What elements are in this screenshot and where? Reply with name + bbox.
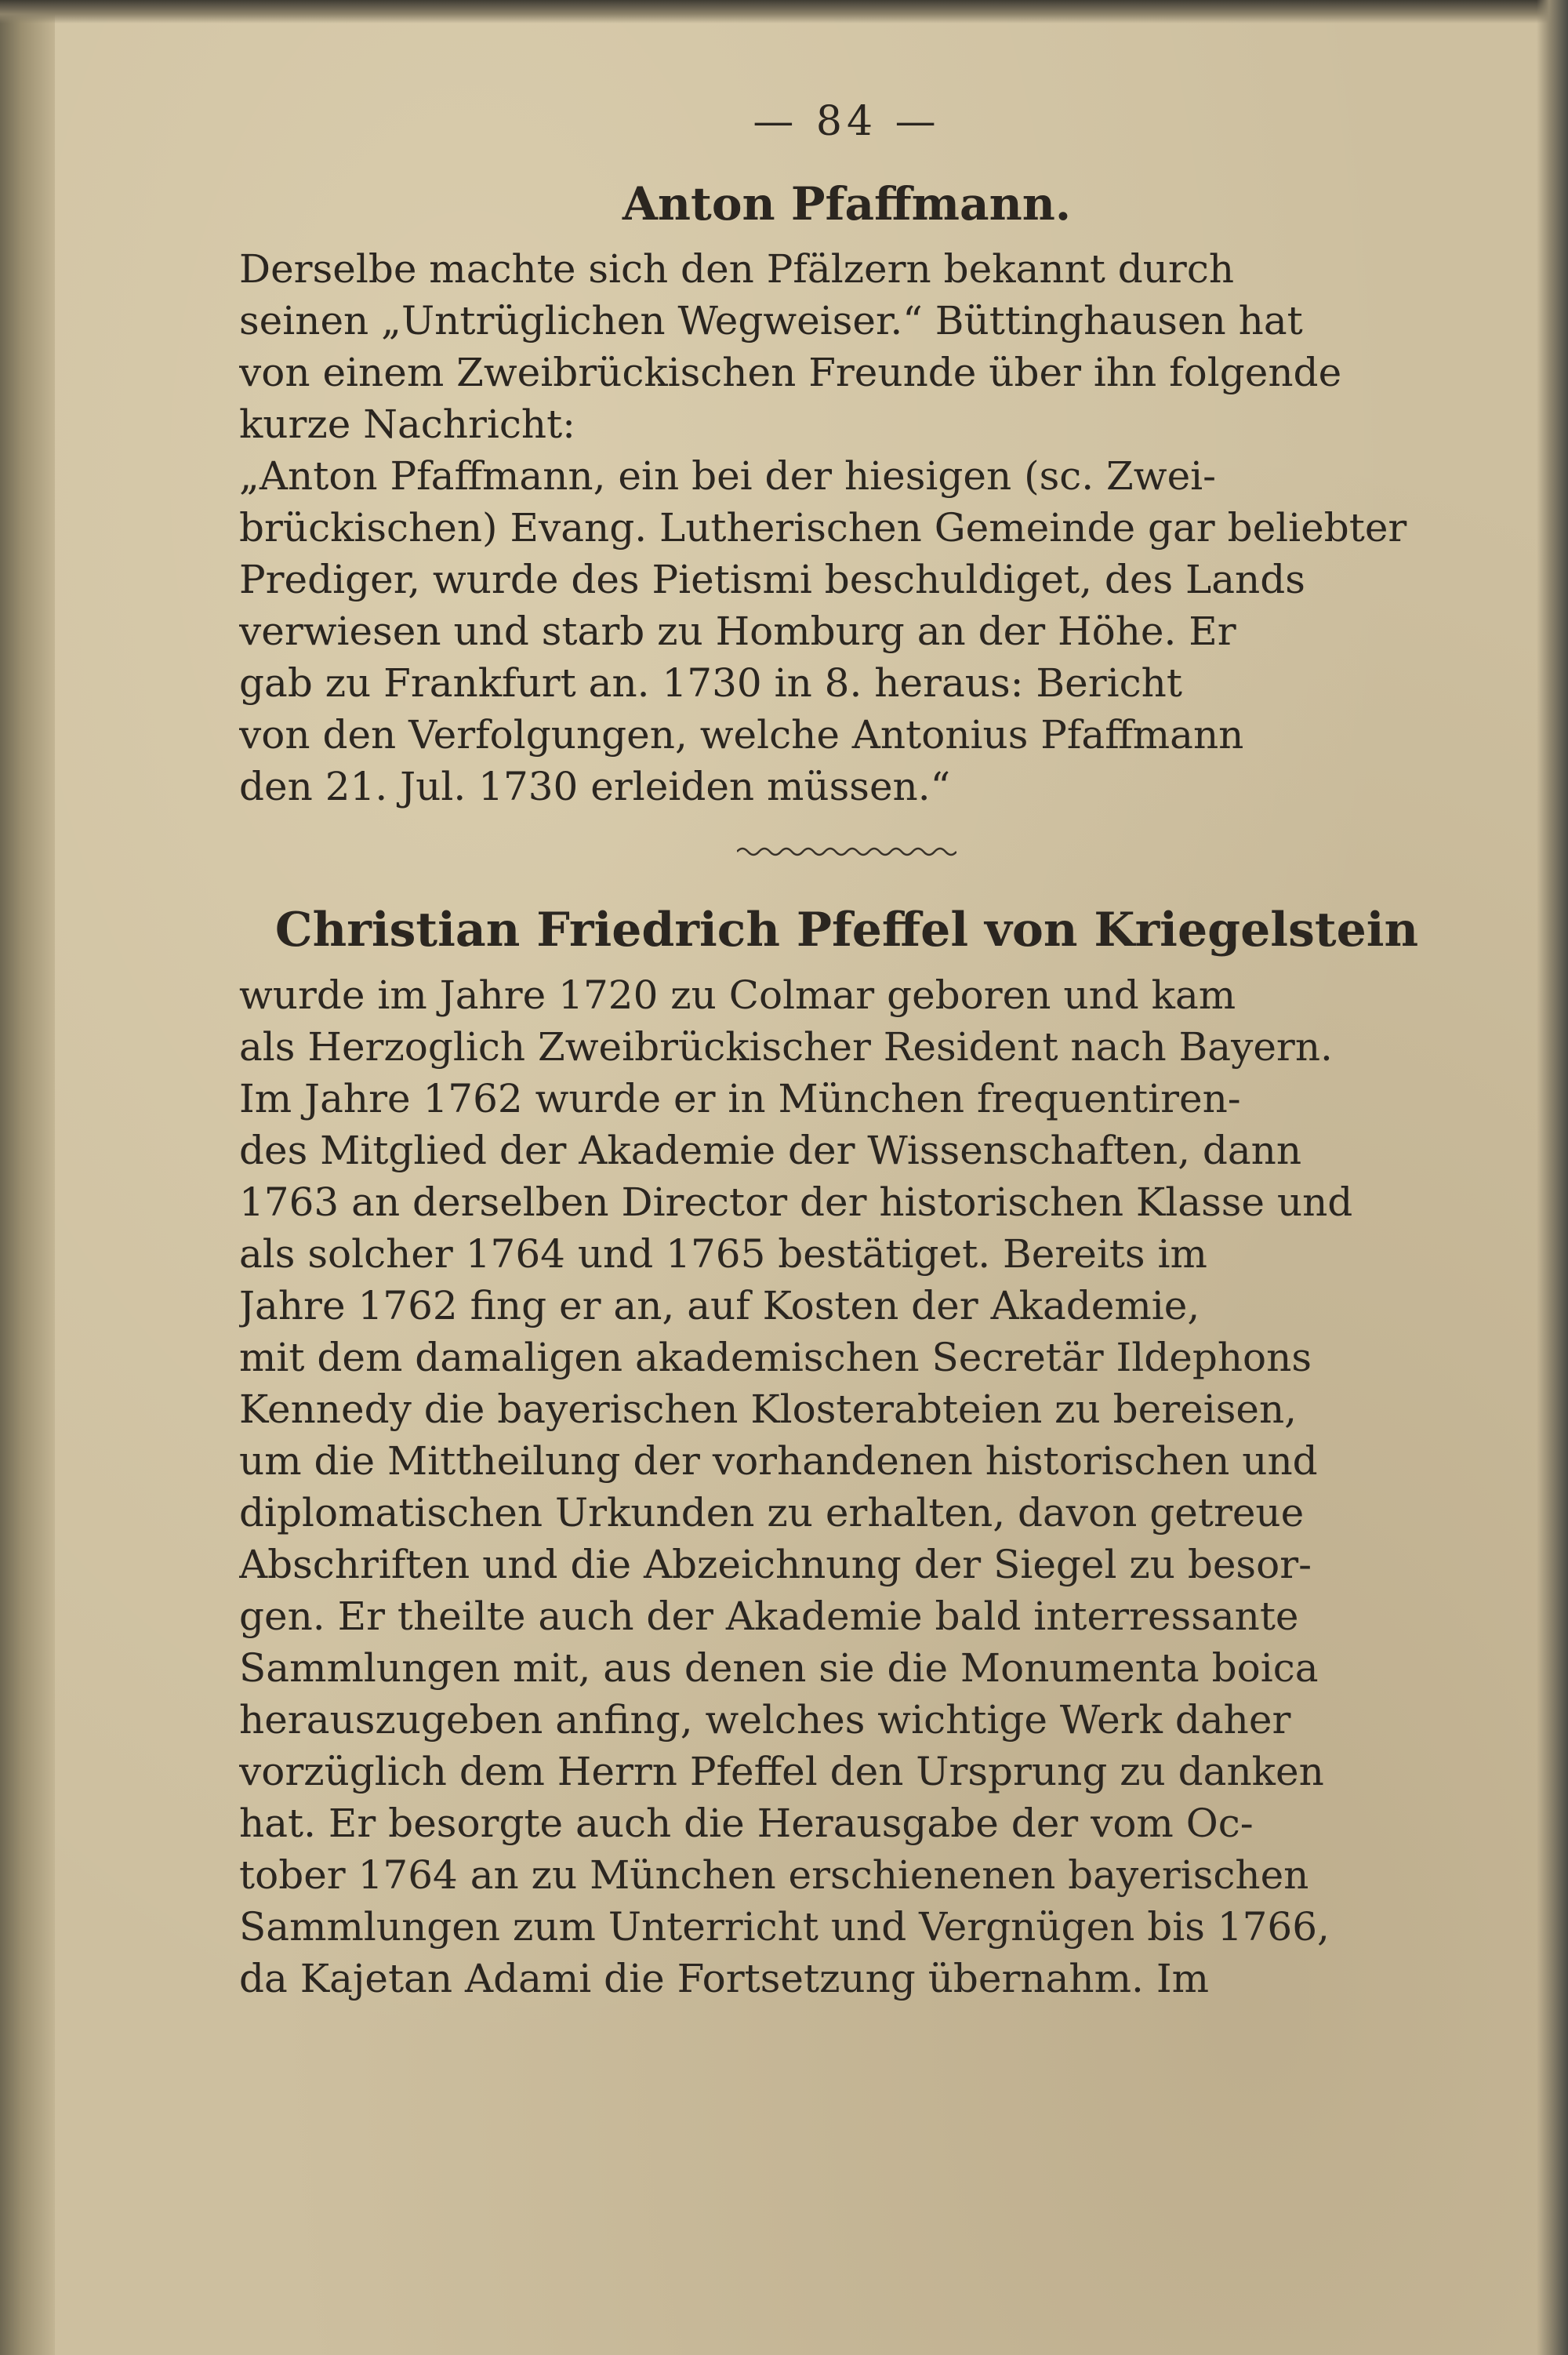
text-line: als solcher 1764 und 1765 bestätiget. Bereits im [239,1231,1207,1277]
text-line: diplomatischen Urkunden zu erhalten, davon getreue [239,1490,1305,1535]
text-line: des Mitglied der Akademie der Wissenschaften, dann [239,1128,1302,1173]
paragraph-pfaffmann [239,243,1454,812]
text-line: von den Verfolgungen, welche Antonius Pfaffmann [239,712,1244,758]
text-line: verwiesen und starb zu Homburg an der Höhe. Er [239,609,1236,654]
text-line: von einem Zweibrückischen Freunde über ihn folgende [239,350,1342,395]
text-line: Prediger, wurde des Pietismi beschuldiget, des Lands [239,557,1305,602]
text-line: wurde im Jahre 1720 zu Colmar geboren und kam [239,972,1236,1018]
page-right-edge [1537,0,1568,2355]
page-top-edge [0,0,1568,24]
text-line: den 21. Jul. 1730 erleiden müssen.“ [239,764,951,809]
section-heading-pfaffmann: Anton Pfaffmann. [622,177,1072,231]
text-line: Sammlungen mit, aus denen sie die Monumenta boica [239,1645,1319,1691]
wavy-divider-icon [737,844,956,860]
text-line: gen. Er theilte auch der Akademie bald interressante [239,1594,1299,1639]
page-number: — 84 — [753,98,941,145]
text-line: Im Jahre 1762 wurde er in München frequentiren- [239,1076,1241,1121]
text-line: hat. Er besorgte auch die Herausgabe der vom Oc- [239,1801,1254,1846]
text-line: „Anton Pfaffmann, ein bei der hiesigen (sc. Zwei- [239,453,1217,499]
text-line: Abschriften und die Abzeichnung der Siegel zu besor- [239,1542,1312,1587]
text-line: um die Mittheilung der vorhandenen historischen und [239,1438,1318,1484]
section-heading-pfeffel: Christian Friedrich Pfeffel von Kriegelstein [274,903,1419,958]
text-line: kurze Nachricht: [239,402,576,447]
paragraph-pfeffel [239,969,1454,2004]
text-line: mit dem damaligen akademischen Secretär Ildephons [239,1335,1312,1380]
text-line: als Herzoglich Zweibrückischer Resident nach Bayern. [239,1024,1333,1070]
text-line: 1763 an derselben Director der historischen Klasse und [239,1179,1353,1225]
text-line: seinen „Untrüglichen Wegweiser.“ Büttinghausen hat [239,298,1303,343]
text-line: tober 1764 an zu München erschienenen bayerischen [239,1852,1309,1898]
page-binding-shadow [0,0,55,2355]
text-line: Sammlungen zum Unterricht und Vergnügen bis 1766, [239,1904,1330,1950]
wavy-divider [239,812,1454,891]
text-block [239,86,1454,2004]
text-line: herauszugeben anfing, welches wichtige Werk daher [239,1697,1291,1743]
text-line: da Kajetan Adami die Fortsetzung übernahm. Im [239,1956,1209,2001]
text-line: brückischen) Evang. Lutherischen Gemeinde gar beliebter [239,505,1407,551]
text-line: Kennedy die bayerischen Klosterabteien zu bereisen, [239,1386,1298,1432]
text-line: gab zu Frankfurt an. 1730 in 8. heraus: Bericht [239,660,1182,706]
text-line: vorzüglich dem Herrn Pfeffel den Ursprung zu danken [239,1749,1324,1794]
text-line: Jahre 1762 fing er an, auf Kosten der Akademie, [239,1283,1200,1328]
text-line: Derselbe machte sich den Pfälzern bekannt durch [239,246,1235,292]
